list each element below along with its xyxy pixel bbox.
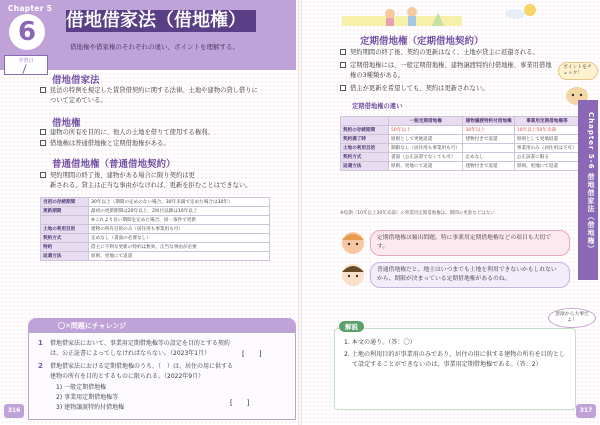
page-number: 316 <box>4 404 24 418</box>
explanation-text: 1. 本文の通り。（答：〇） <box>344 339 416 346</box>
fixed-leasehold-table <box>340 116 580 171</box>
bullet-item <box>40 86 290 96</box>
chapter-side-tab-label: Chapter 5-6 借地借家法（借地権） <box>587 112 595 253</box>
row-header: 当初の存続期間 <box>41 198 89 207</box>
explanation-text: て設定することができないのは、事業用定期借地権である。（答：2） <box>352 361 542 368</box>
answer-option[interactable]: 1) 一般定期借地権 <box>56 384 107 391</box>
question-text: 建物の所有を目的とするものに限られる。（2022年9月） <box>50 373 205 380</box>
table-cell: 制限なし（居住用も事業用も可） <box>389 144 463 153</box>
table-cell: 原則、更地にて返還 <box>389 162 463 171</box>
character-avatar <box>340 262 366 288</box>
checkbox-icon[interactable] <box>340 85 346 91</box>
row-header <box>41 216 89 225</box>
character-avatar <box>340 230 366 256</box>
row-header: 契約満了時 <box>341 135 389 144</box>
right-page <box>300 0 600 425</box>
bullet-item <box>40 139 290 149</box>
table-cell <box>463 144 514 153</box>
speech-text: 普通借地権だと、地主はいつまでも土地を利用できないかもしれない <box>377 267 557 273</box>
column-header: 事業用定期借地権等 <box>514 117 579 126</box>
checkbox-icon[interactable] <box>40 140 46 146</box>
speech-text: 定期借地権は頻出問題。特に事業用定期借地権などの項目も大切で <box>377 235 551 241</box>
answer-bracket[interactable]: [ ] <box>230 399 250 407</box>
row-header: 土地の利用目的 <box>41 225 89 234</box>
question-text: 借地借家法において、事業用定期借地権等の設定を目的とする契約 <box>50 340 230 347</box>
speech-text: す。 <box>377 244 389 250</box>
table-row <box>41 225 270 234</box>
table-row <box>41 252 270 261</box>
table-row <box>341 135 580 144</box>
bullet-text: 契約期間の終了後、契約の更新はなく、土地が貸主に返還される。 <box>350 49 539 56</box>
bullet-item <box>340 84 580 94</box>
table-cell: 原則として更地返還 <box>514 135 579 144</box>
table-cell: 建物付きで返還 <box>463 135 514 144</box>
section-heading: 普通借地権（普通借地契約） <box>52 159 176 170</box>
studied-label: 学習日 <box>18 58 34 64</box>
bullet-text: 民法の特例を規定した賃貸借契約に関する法律。土地や建物の貸し借りに <box>50 87 258 94</box>
bullet-text: 定期借地権には、一般定期借地権、建物譲渡特約付借地権、事業用借地 <box>350 62 552 69</box>
table-row <box>41 243 270 252</box>
speech-bubble <box>370 230 570 256</box>
page-subtitle: 借地権や借家権のそれぞれの違い、ポイントを理解する。 <box>70 43 239 51</box>
table-cell: 30年以上 <box>463 126 514 135</box>
table-row <box>41 216 270 225</box>
table-row <box>41 198 270 207</box>
table-cell: 借主に不利な更新の特約は無効、正当な事由が必要 <box>89 243 270 252</box>
table-row <box>341 144 580 153</box>
bullet-text: 借主が更新を希望しても、契約は更新されない。 <box>350 85 489 92</box>
bullet-item-cont: 新される。貸主は正当な事由がなければ、更新を拒むことはできない。 <box>50 182 252 189</box>
garden-illustration <box>342 4 462 30</box>
corner-speech: 意欲から大事だよ！ <box>548 308 596 328</box>
table-row <box>341 162 580 171</box>
table-footnote: ※短期（10年以上30年未満）の事業用定期借地権は、期間の更新などはない <box>340 211 495 216</box>
bullet-item <box>340 61 580 71</box>
question-number: 1 <box>38 339 43 347</box>
table-row <box>341 153 580 162</box>
column-header: 一般定期借地権 <box>389 117 463 126</box>
chapter-label: Chapter 5 <box>8 4 53 13</box>
table-cell: 50年以上 <box>389 126 463 135</box>
bullet-text: 借地権は普通借地権と定期借地権がある。 <box>50 140 170 147</box>
speech-text: から、期限が決まっている定期借地権があるのね。 <box>377 276 511 282</box>
answer-option[interactable]: 2) 事業用定期借地権等 <box>56 394 119 401</box>
bullet-item <box>40 128 290 138</box>
bullet-item <box>340 48 580 58</box>
row-header: 契約の存続期間 <box>341 126 389 135</box>
table-cell: 事業用のみ（居住用は不可） <box>514 144 579 153</box>
bullet-text: 建物の所有を目的に、他人の土地を借りて使用する権利。 <box>50 129 214 136</box>
table-row <box>41 234 270 243</box>
bullet-item-cont: ついて定めている。 <box>50 97 107 104</box>
bullet-item <box>40 171 290 181</box>
row-header: 土地の利用目的 <box>341 144 389 153</box>
point-check-badge: ポイントをチェック！ <box>558 62 598 80</box>
row-header: 特約 <box>41 243 89 252</box>
question-number: 2 <box>38 362 43 370</box>
table-cell: 公正証書に限る <box>514 153 579 162</box>
page-number: 317 <box>576 404 596 418</box>
table-cell: 建物の所有目的のみ（居住用も事業用も可） <box>89 225 270 234</box>
column-header: 建物譲渡特約付借地権 <box>463 117 514 126</box>
row-header: 契約方式 <box>41 234 89 243</box>
answer-option[interactable]: 3) 建物譲渡特約付借地権 <box>56 404 125 411</box>
table-cell: 原則、更地にて返還 <box>514 162 579 171</box>
table-row <box>41 207 270 216</box>
table-cell: 建物付きで返還 <box>463 162 514 171</box>
chapter-number: 6 <box>9 14 45 50</box>
table-cell: 定めなし <box>463 153 514 162</box>
studied-date-box[interactable] <box>4 55 48 75</box>
slash-mark <box>22 64 26 74</box>
page-title: 借地借家法（借地権） <box>66 10 256 32</box>
table-cell: 10年以上50年未満 <box>514 126 579 135</box>
section-heading: 定期借地権（定期借地契約） <box>360 36 484 47</box>
row-header: 更新期間 <box>41 207 89 216</box>
quiz-title: 〇✕問題にチャレンジ <box>58 322 127 330</box>
row-header: 返還方法 <box>41 252 89 261</box>
explanation-text: 2. 土地の利用目的が事業用のみであり、居住の用に供する建物の所有を目的とし <box>344 351 566 358</box>
checkbox-icon[interactable] <box>40 87 46 93</box>
table-row <box>341 126 580 135</box>
row-header: 返還方法 <box>341 162 389 171</box>
normal-leasehold-table <box>40 197 270 261</box>
sun-cloud-icon <box>500 0 560 26</box>
bullet-text: 契約期間の終了後、建物がある場合に限り契約は更 <box>50 172 195 179</box>
question-text: は、公正証書によってしなければならない。（2023年1月） <box>50 350 211 357</box>
table-cell: 30年以上（期間の定めのない場合、30年未満で定めた場合は30年） <box>89 198 270 207</box>
table-title: 定期借地権の違い <box>352 103 403 110</box>
table-cell: 定めなし（書面の必要なし） <box>89 234 270 243</box>
question-text: 借地借家法における定期借地権のうち、（ ）は、居住の用に供する <box>50 363 234 370</box>
table-cell: 書面（公正証書でなくても可） <box>389 153 463 162</box>
row-header: 契約方式 <box>341 153 389 162</box>
section-heading: 借地権 <box>52 118 81 129</box>
table-cell: 最初の更新期間は20年以上、2回目以降は10年以上 <box>89 207 270 216</box>
checkbox-icon[interactable] <box>340 49 346 55</box>
table-cell: 原則、更地にて返還 <box>89 252 270 261</box>
table-cell: 原則として更地返還 <box>389 135 463 144</box>
checkbox-icon[interactable] <box>40 172 46 178</box>
section-heading: 借地借家法 <box>52 75 100 86</box>
column-header <box>341 117 389 126</box>
answer-bracket[interactable]: [ ] <box>242 350 262 358</box>
explanation-label: 解説 <box>339 321 364 332</box>
checkbox-icon[interactable] <box>40 129 46 135</box>
speech-bubble <box>370 262 570 288</box>
table-cell: ※これより長い期間を定めた場合、同一条件で更新 <box>89 216 270 225</box>
bullet-item-cont: 権の3種類がある。 <box>350 72 405 79</box>
checkbox-icon[interactable] <box>340 62 346 68</box>
